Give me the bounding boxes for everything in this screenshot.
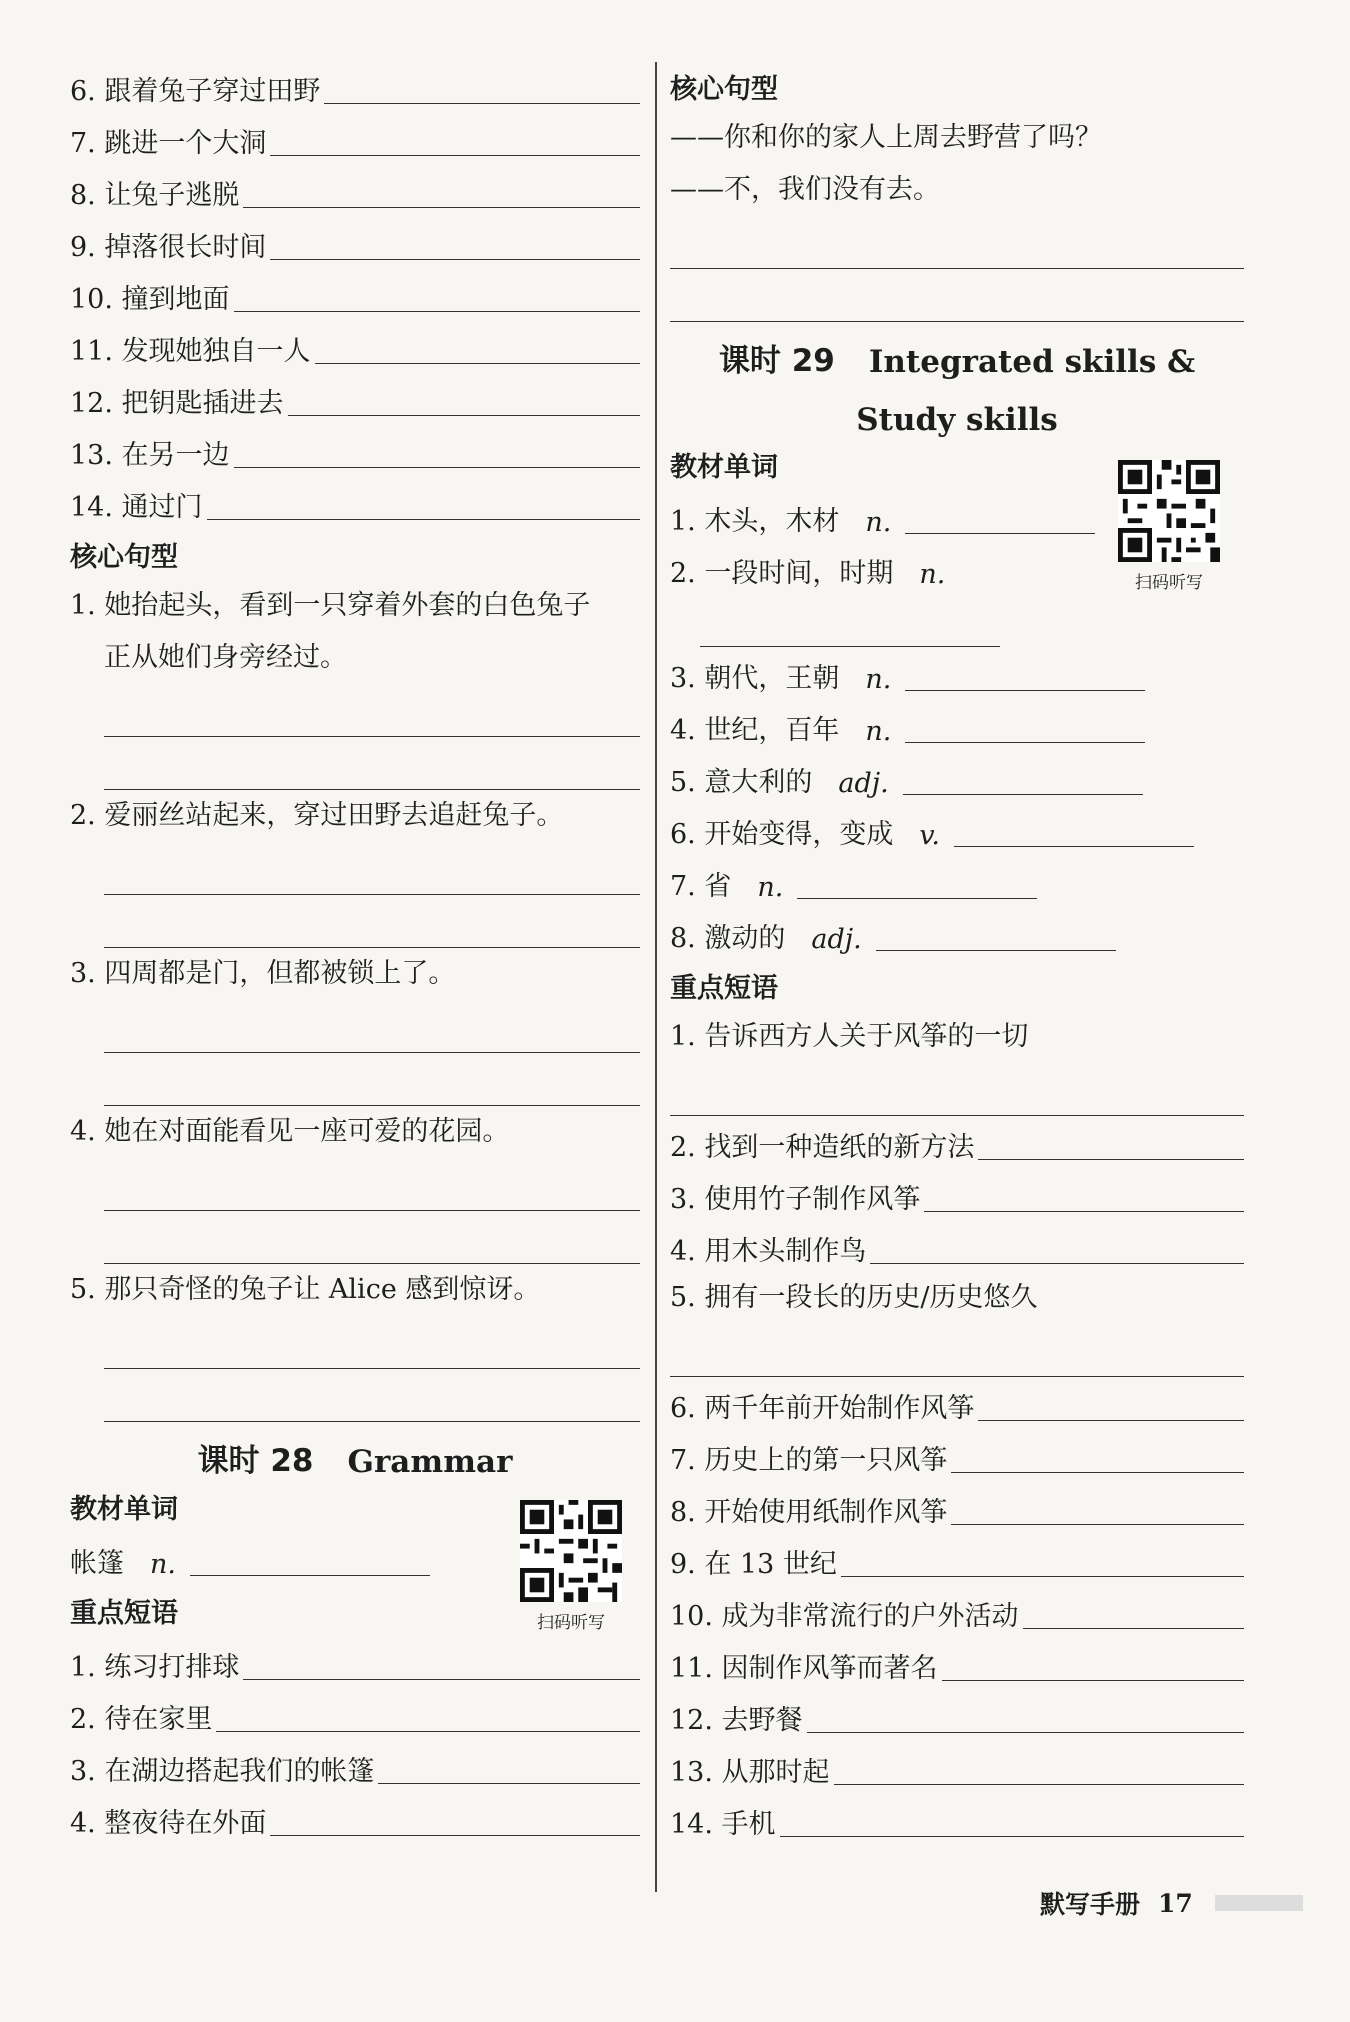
- phrase-item: 1. 练习打排球: [70, 1636, 640, 1688]
- answer-line[interactable]: [288, 415, 640, 416]
- answer-line[interactable]: [234, 467, 640, 468]
- phrase-item: 2. 待在家里: [70, 1688, 640, 1740]
- phrase-item: 10. 撞到地面: [70, 268, 640, 320]
- phrase-item: 3. 在湖边搭起我们的帐篷: [70, 1740, 640, 1792]
- answer-line[interactable]: [104, 1158, 640, 1211]
- answer-line[interactable]: [190, 1575, 430, 1576]
- section-heading: 重点短语: [70, 1598, 178, 1629]
- sentence-prompt: 4. 她在对面能看见一座可爱的花园。: [70, 1116, 510, 1147]
- qr-code-icon: [520, 1500, 622, 1602]
- answer-line[interactable]: [315, 363, 640, 364]
- sentence-prompt-continued: 正从她们身旁经过。: [104, 642, 347, 673]
- answer-line[interactable]: [780, 1836, 1244, 1837]
- answer-line[interactable]: [841, 1576, 1244, 1577]
- section-heading: 核心句型: [670, 74, 778, 105]
- answer-line[interactable]: [905, 742, 1145, 743]
- publisher-logo-icon: [1215, 1895, 1303, 1911]
- phrase-item: 14. 手机: [670, 1793, 1244, 1845]
- answer-line[interactable]: [104, 895, 640, 948]
- phrase-item: 13. 在另一边: [70, 424, 640, 476]
- phrase-item: 11. 发现她独自一人: [70, 320, 640, 372]
- vocab-item: 1. 木头，木材 n.: [670, 490, 1244, 542]
- answer-line[interactable]: [324, 103, 640, 104]
- answer-line[interactable]: [670, 216, 1244, 269]
- phrase-item: 11. 因制作风筝而著名: [670, 1637, 1244, 1689]
- answer-line[interactable]: [207, 519, 640, 520]
- answer-line[interactable]: [978, 1159, 1244, 1160]
- phrase-item: 4. 用木头制作鸟: [670, 1220, 1244, 1272]
- answer-line[interactable]: [905, 533, 1095, 534]
- phrase-item: 13. 从那时起: [670, 1741, 1244, 1793]
- section-heading: 重点短语: [670, 973, 778, 1004]
- answer-line[interactable]: [951, 1472, 1244, 1473]
- phrase-item: 9. 掉落很长时间: [70, 216, 640, 268]
- phrase-prompt: 1. 告诉西方人关于风筝的一切: [670, 1021, 1029, 1052]
- phrase-item: 6. 跟着兔子穿过田野: [70, 60, 640, 112]
- phrase-item: 12. 把钥匙插进去: [70, 372, 640, 424]
- section-heading: 教材单词: [70, 1494, 178, 1525]
- answer-line[interactable]: [243, 1679, 640, 1680]
- phrase-item: 3. 使用竹子制作风筝: [670, 1168, 1244, 1220]
- phrase-item: 9. 在 13 世纪: [670, 1533, 1244, 1585]
- book-name: 默写手册: [1040, 1890, 1141, 1919]
- answer-line[interactable]: [378, 1783, 640, 1784]
- column-divider: [655, 62, 657, 1892]
- phrase-item: 12. 去野餐: [670, 1689, 1244, 1741]
- answer-line[interactable]: [1023, 1628, 1244, 1629]
- answer-line[interactable]: [834, 1784, 1244, 1785]
- section-heading: 教材单词: [670, 452, 778, 483]
- answer-line[interactable]: [234, 311, 640, 312]
- dialog-line: ——你和你的家人上周去野营了吗？: [670, 122, 1102, 153]
- sentence-prompt: 3. 四周都是门，但都被锁上了。: [70, 958, 456, 989]
- phrase-prompt: 5. 拥有一段长的历史/历史悠久: [670, 1282, 1038, 1313]
- vocab-item: 8. 激动的 adj.: [670, 907, 1244, 959]
- sentence-prompt: 5. 那只奇怪的兔子让 Alice 感到惊讶。: [70, 1274, 541, 1305]
- answer-line[interactable]: [104, 684, 640, 737]
- answer-line[interactable]: [104, 842, 640, 895]
- vocab-item: 4. 世纪，百年 n.: [670, 699, 1244, 751]
- vocab-item: 帐篷 n.: [70, 1532, 640, 1584]
- section-heading: 核心句型: [70, 542, 178, 573]
- answer-line[interactable]: [104, 1053, 640, 1106]
- answer-line[interactable]: [797, 898, 1037, 899]
- phrase-item: 2. 找到一种造纸的新方法: [670, 1116, 1244, 1168]
- phrase-item: 7. 历史上的第一只风筝: [670, 1429, 1244, 1481]
- vocab-item: 7. 省 n.: [670, 855, 1244, 907]
- answer-line[interactable]: [670, 269, 1244, 322]
- dialog-line: ——不，我们没有去。: [670, 174, 940, 205]
- lesson-title-continued: Study skills: [856, 402, 1058, 438]
- answer-line[interactable]: [807, 1732, 1244, 1733]
- answer-line[interactable]: [216, 1731, 640, 1732]
- vocab-item: 5. 意大利的 adj.: [670, 751, 1244, 803]
- vocab-item: 6. 开始变得，变成 v.: [670, 803, 1244, 855]
- left-column: [70, 60, 640, 1844]
- answer-line[interactable]: [243, 207, 640, 208]
- answer-line[interactable]: [270, 1835, 640, 1836]
- phrase-item: 6. 两千年前开始制作风筝: [670, 1377, 1244, 1429]
- lesson-title: 课时 29 Integrated skills &: [718, 343, 1196, 380]
- lesson-title: 课时 28 Grammar: [197, 1443, 513, 1480]
- answer-line[interactable]: [670, 1324, 1244, 1377]
- answer-line[interactable]: [270, 155, 640, 156]
- page-number: 17: [1158, 1888, 1193, 1918]
- answer-line[interactable]: [978, 1420, 1244, 1421]
- answer-line[interactable]: [104, 1316, 640, 1369]
- sentence-prompt: 1. 她抬起头，看到一只穿着外套的白色兔子: [70, 590, 591, 621]
- answer-line[interactable]: [903, 794, 1143, 795]
- phrase-item: 4. 整夜待在外面: [70, 1792, 640, 1844]
- vocab-item: 3. 朝代，王朝 n.: [670, 647, 1244, 699]
- phrase-item: 10. 成为非常流行的户外活动: [670, 1585, 1244, 1637]
- answer-line[interactable]: [270, 259, 640, 260]
- sentence-prompt: 2. 爱丽丝站起来，穿过田野去追赶兔子。: [70, 800, 564, 831]
- answer-line[interactable]: [670, 1063, 1244, 1116]
- right-column: [670, 60, 1244, 1845]
- answer-line[interactable]: [942, 1680, 1244, 1681]
- vocab-item: 2. 一段时间，时期 n.: [670, 558, 946, 590]
- answer-line[interactable]: [905, 690, 1145, 691]
- answer-line[interactable]: [104, 1369, 640, 1422]
- phrase-item: 8. 让兔子逃脱: [70, 164, 640, 216]
- answer-line[interactable]: [954, 846, 1194, 847]
- answer-line[interactable]: [951, 1524, 1244, 1525]
- answer-line[interactable]: [104, 1211, 640, 1264]
- answer-line[interactable]: [104, 737, 640, 790]
- answer-line[interactable]: [876, 950, 1116, 951]
- phrase-item: 14. 通过门: [70, 476, 640, 528]
- answer-line[interactable]: [104, 1000, 640, 1053]
- phrase-item: 7. 跳进一个大洞: [70, 112, 640, 164]
- page-footer: [1040, 1885, 1303, 1921]
- phrase-item: 8. 开始使用纸制作风筝: [670, 1481, 1244, 1533]
- answer-line[interactable]: [700, 594, 1000, 647]
- answer-line[interactable]: [870, 1263, 1244, 1264]
- qr-code-block[interactable]: 扫码听写: [520, 1500, 622, 1633]
- answer-line[interactable]: [924, 1211, 1244, 1212]
- qr-code-icon: [1118, 460, 1220, 562]
- qr-code-block[interactable]: 扫码听写: [1118, 460, 1220, 593]
